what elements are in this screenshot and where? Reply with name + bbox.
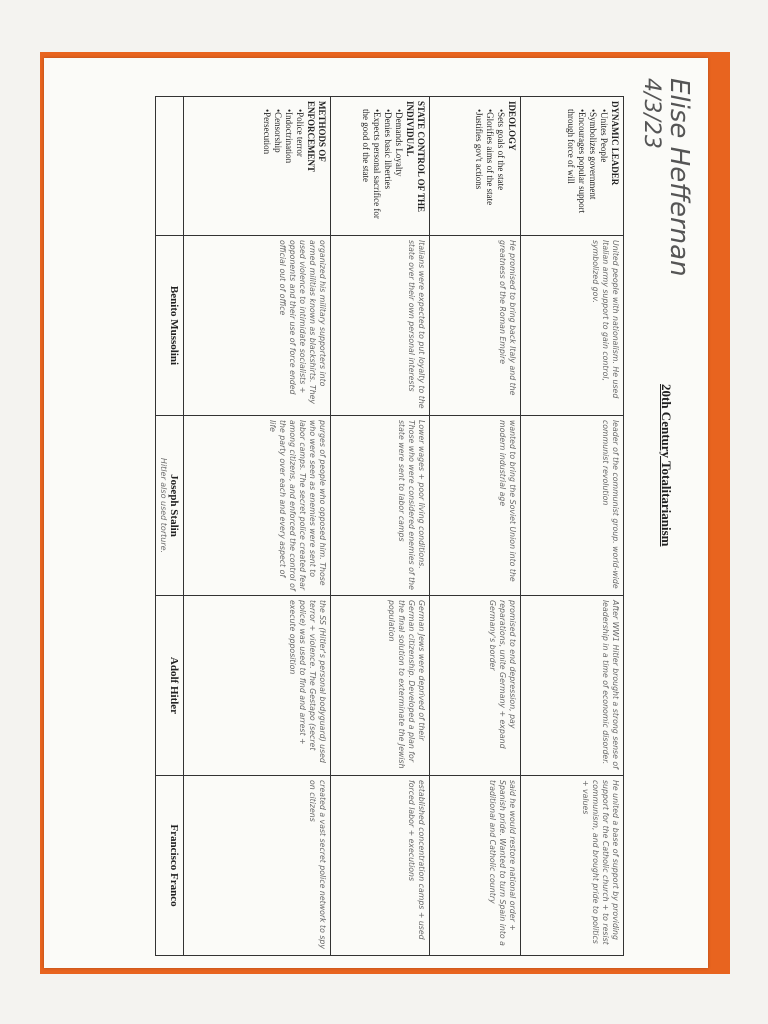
comparison-table [155,96,624,956]
bullet-item: • Glorifies aims of the state [484,109,495,231]
note-mussolini: He promised to bring back Italy and the greatness of the Roman Empire [430,236,521,416]
bullet-item: • Demands Loyalty [393,109,404,231]
worksheet-title: 20th Century Totalitarianism [659,384,674,547]
bullet-item: • Encourages popular support through force of will [565,109,587,231]
note-hitler: promised to end depression, pay reparations, unite Germany + expand Germany's border [430,596,521,776]
bullet-item: • Censorship [272,109,283,231]
table-row-dynamic-leader [521,97,624,956]
stalin-extra-note: Hitler also used torture. [159,457,168,554]
category-heading: METHODS OF ENFORCEMENT [306,101,327,173]
table-row-methods [184,97,331,956]
bullet-item: • Police terror [294,109,305,231]
column-header-blank [156,97,184,236]
worksheet-paper [44,58,708,968]
category-cell [521,97,624,236]
bullet-item: • Indoctrination [283,109,294,231]
column-header-stalin-label: Joseph Stalin [168,474,180,537]
table-row-ideology [430,97,521,956]
note-stalin: wanted to bring the Soviet Union into the modern industrial age [430,416,521,596]
note-hitler: German Jews were deprived of their German citizenship. Developed a plan for the final solution to exterminate the Jewish population [331,596,430,776]
column-header-stalin [156,416,184,596]
bullet-item: • Symbolizes government [587,109,598,231]
note-hitler: After WW1 Hitler brought a strong sense of leadership in a time of economic disorder. [521,596,624,776]
student-date: 4/3/23 [639,78,664,149]
note-franco: said he would restore national order + Spanish pride. Wanted to turn Spain into a traditional and Catholic country [430,776,521,956]
note-hitler: the SS (Hitler's personal bodyguard) used terror + violence. The Gestapo (secret police) was used to find and arrest + execute opposition [184,596,331,776]
note-stalin: purges of people who opposed him. Those who were seen as enemies were sent to labor camps. The secret police created fear among citizens, and enforced the control of the party over each and every aspect of life [184,416,331,596]
bullet-item: • Justifies gov't actions [473,109,484,231]
category-cell [331,97,430,236]
column-header-franco: Francisco Franco [156,776,184,956]
note-franco: established concentration camps + used forced labor + executions [331,776,430,956]
note-mussolini: United people with nationalism. He used Italian army support to gain control, symbolized gov. [521,236,624,416]
category-bullets [565,101,609,231]
table-row-state-control [331,97,430,956]
bullet-item: • Persecution [261,109,272,231]
category-heading: IDEOLOGY [507,101,517,151]
category-cell [184,97,331,236]
column-header-mussolini: Benito Mussolini [156,236,184,416]
category-bullets [261,101,305,231]
column-header-row [156,97,184,956]
category-bullets [360,101,404,231]
bullet-item: • Expects personal sacrifice for the good of the state [360,109,382,231]
category-cell [430,97,521,236]
bullet-item: • Sets goals of the state [495,109,506,231]
category-heading: DYNAMIC LEADER [610,101,620,186]
category-bullets [473,101,506,231]
note-franco: He united a base of support by providing support for the Catholic church + to resist communism, and brought pride to politics + values [521,776,624,956]
column-header-hitler: Adolf Hitler [156,596,184,776]
note-mussolini: organized his military supporters into armed militias known as blackshirts. They used violence to intimidate socialists + opponents and their use of force ended official out of office [184,236,331,416]
note-franco: created a vast secret police network to spy on citizens [184,776,331,956]
rotated-worksheet [44,58,708,968]
student-name: Elise Heffernan [664,78,694,277]
category-heading: STATE CONTROL OF THE INDIVIDUAL [405,101,426,212]
note-stalin: Lower wages + poor living conditions. Those who were considered enemies of the state were sent to labor camps [331,416,430,596]
note-mussolini: Italians were expected to put loyalty to the state over their own personal interests [331,236,430,416]
note-stalin: leader of the communist group. world-wide communist revolution [521,416,624,596]
bullet-item: • Unites People [598,109,609,231]
bullet-item: • Denies basic liberties [382,109,393,231]
